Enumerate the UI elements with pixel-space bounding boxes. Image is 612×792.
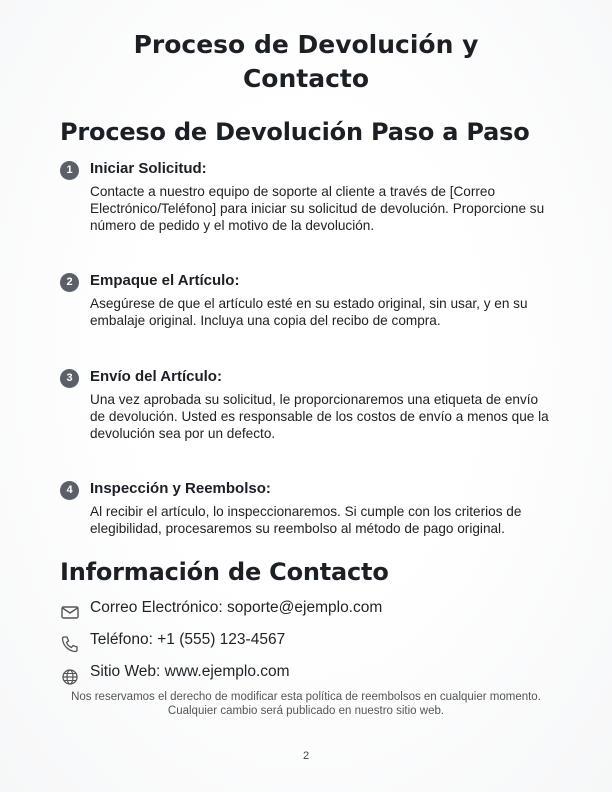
step-number-badge: 1 (60, 161, 79, 180)
step-body: Al recibir el artículo, lo inspeccionaremos. Si cumple con los criterios de elegibilidad, procesaremos su reembolso al método de pago original. (90, 504, 522, 536)
step-body: Asegúrese de que el artículo esté en su estado original, sin usar, y en su embalaje original. Incluya una copia del recibo de compra. (90, 296, 528, 328)
contact-email-text: Correo Electrónico: soporte@ejemplo.com (90, 599, 383, 616)
mail-icon (60, 602, 80, 622)
contact-heading: Información de Contacto (60, 558, 389, 586)
contact-phone (60, 631, 560, 653)
step-number-badge: 4 (60, 481, 79, 500)
step-title: Iniciar Solicitud: (90, 160, 207, 177)
policy-note (0, 690, 612, 718)
step-title: Empaque el Artículo: (90, 272, 240, 289)
contact-phone-text: Teléfono: +1 (555) 123-4567 (90, 631, 286, 648)
returns-heading: Proceso de Devolución Paso a Paso (60, 118, 530, 146)
contact-website (60, 663, 560, 685)
phone-icon (60, 634, 80, 654)
page-title: Proceso de Devolución y Contacto (133, 30, 479, 93)
step-number-badge: 2 (60, 273, 79, 292)
globe-icon (60, 666, 80, 686)
step-title: Inspección y Reembolso: (90, 480, 271, 497)
step-body: Una vez aprobada su solicitud, le proporcionaremos una etiqueta de envío de devolución. Usted es responsable de los costos de envío a menos que la devolución sea por un defecto. (90, 392, 549, 441)
step-body: Contacte a nuestro equipo de soporte al cliente a través de [Correo Electrónico/Teléfono] para iniciar su solicitud de devolución. Proporcione su número de pedido y el motivo de la devolución. (90, 184, 545, 233)
page-number: 2 (302, 750, 310, 762)
step-title: Envío del Artículo: (90, 368, 222, 385)
contact-email (60, 599, 560, 621)
contact-website-text: Sitio Web: www.ejemplo.com (90, 663, 290, 680)
step-number-badge: 3 (60, 369, 79, 388)
policy-note-text: Nos reservamos el derecho de modificar esta política de reembolsos en cualquier momento. Cualquier cambio será publicado en nuestro sitio web. (71, 691, 541, 717)
